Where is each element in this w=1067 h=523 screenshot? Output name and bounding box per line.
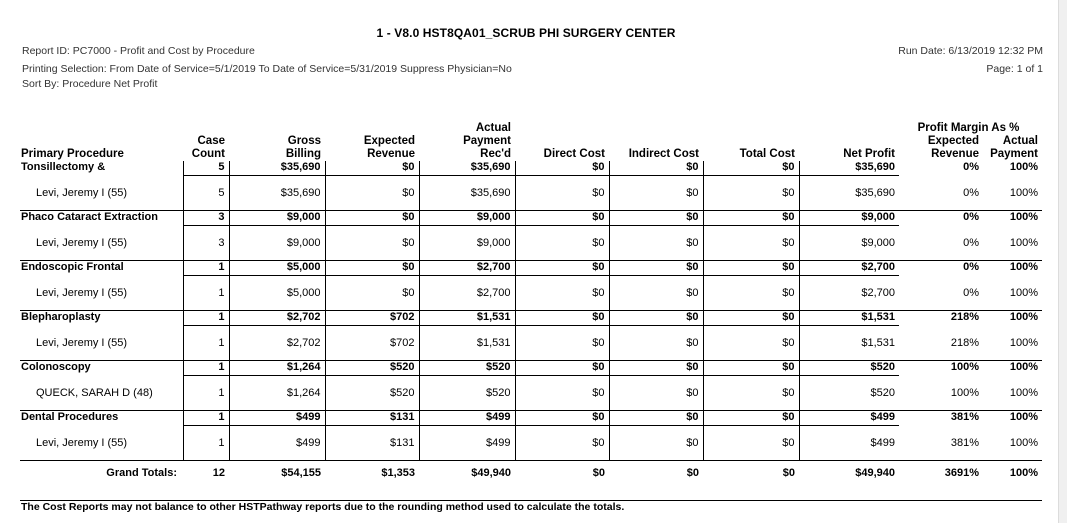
cell-net-profit: $35,690 bbox=[799, 161, 899, 176]
cell-total-cost: $0 bbox=[703, 326, 799, 361]
cell-pm-actual: 100% bbox=[1009, 311, 1038, 323]
cell-actual-payment: $9,000 bbox=[419, 226, 515, 261]
cell-total-cost: $0 bbox=[703, 176, 799, 211]
col-expected-revenue-line2: Revenue bbox=[367, 148, 415, 160]
cell-name: Levi, Jeremy I (55) bbox=[20, 276, 183, 311]
col-total-cost: Total Cost bbox=[739, 148, 795, 160]
cell-expected-revenue: $1,353 bbox=[381, 467, 415, 479]
procedure-row bbox=[20, 361, 1042, 376]
cell-net-profit: $1,531 bbox=[799, 311, 899, 326]
cell-pm-expected: 100% bbox=[950, 361, 979, 373]
cell-net-profit: $520 bbox=[799, 361, 899, 376]
cell-indirect-cost: $0 bbox=[609, 426, 703, 461]
cell-indirect-cost: $0 bbox=[609, 326, 703, 361]
cell-indirect-cost: $0 bbox=[609, 361, 703, 376]
cell-pm-expected: 381% bbox=[950, 411, 979, 423]
cell-case-count: 3 bbox=[183, 211, 229, 226]
cell-direct-cost: $0 bbox=[515, 226, 609, 261]
cell-actual-payment: $9,000 bbox=[419, 211, 515, 226]
cell-net-profit: $9,000 bbox=[799, 211, 899, 226]
cell-indirect-cost: $0 bbox=[609, 276, 703, 311]
cell-gross-billing: $9,000 bbox=[229, 226, 325, 261]
cell-pm-expected: 0% bbox=[963, 261, 979, 273]
cell-direct-cost: $0 bbox=[515, 361, 609, 376]
cell-pm-expected: 0% bbox=[963, 211, 979, 223]
cell-case-count: 1 bbox=[183, 376, 229, 411]
cell-pm-actual: 100% bbox=[983, 376, 1042, 411]
col-indirect-cost: Indirect Cost bbox=[628, 148, 699, 160]
cell-total-cost: $0 bbox=[782, 467, 795, 479]
cell-actual-payment: $2,700 bbox=[419, 261, 515, 276]
cell-gross-billing: $35,690 bbox=[229, 161, 325, 176]
profit-cost-table bbox=[20, 120, 1042, 485]
cell-name: Blepharoplasty bbox=[21, 311, 101, 323]
cell-pm-actual: 100% bbox=[983, 176, 1042, 211]
procedure-row bbox=[20, 211, 1042, 226]
cell-name: Phaco Cataract Extraction bbox=[21, 211, 158, 223]
cell-indirect-cost: $0 bbox=[609, 261, 703, 276]
cell-direct-cost: $0 bbox=[515, 376, 609, 411]
cell-total-cost: $0 bbox=[703, 426, 799, 461]
col-net-profit: Net Profit bbox=[843, 148, 895, 160]
cell-actual-payment: $2,700 bbox=[419, 276, 515, 311]
cell-indirect-cost: $0 bbox=[609, 226, 703, 261]
cell-total-cost: $0 bbox=[703, 411, 799, 426]
cell-pm-actual: 100% bbox=[1009, 211, 1038, 223]
cell-gross-billing: $499 bbox=[229, 426, 325, 461]
report-title: 1 - V8.0 HST8QA01_SCRUB PHI SURGERY CENTER bbox=[376, 26, 676, 40]
grand-totals-row bbox=[20, 461, 1042, 486]
cell-actual-payment: $499 bbox=[419, 411, 515, 426]
cell-name: Levi, Jeremy I (55) bbox=[20, 226, 183, 261]
physician-row bbox=[20, 226, 1042, 261]
cell-case-count: 5 bbox=[183, 176, 229, 211]
page-number: Page: 1 of 1 bbox=[986, 63, 1043, 75]
physician-row bbox=[20, 326, 1042, 361]
physician-row bbox=[20, 176, 1042, 211]
cell-name: QUECK, SARAH D (48) bbox=[20, 376, 183, 411]
cell-total-cost: $0 bbox=[703, 376, 799, 411]
cell-pm-expected: 218% bbox=[950, 311, 979, 323]
cell-expected-revenue: $131 bbox=[325, 411, 419, 426]
cell-gross-billing: $499 bbox=[229, 411, 325, 426]
procedure-row bbox=[20, 411, 1042, 426]
cell-net-profit: $49,940 bbox=[855, 467, 895, 479]
cell-expected-revenue: $0 bbox=[325, 276, 419, 311]
cell-case-count: 1 bbox=[183, 426, 229, 461]
col-actual-payment-line2: Payment bbox=[463, 135, 511, 147]
procedure-row bbox=[20, 161, 1042, 176]
cell-pm-actual: 100% bbox=[1009, 411, 1038, 423]
cell-direct-cost: $0 bbox=[515, 326, 609, 361]
cell-net-profit: $2,700 bbox=[799, 276, 899, 311]
cell-case-count: 12 bbox=[212, 467, 225, 479]
physician-row bbox=[20, 376, 1042, 411]
cell-direct-cost: $0 bbox=[515, 176, 609, 211]
procedure-row bbox=[20, 261, 1042, 276]
cell-direct-cost: $0 bbox=[515, 161, 609, 176]
cell-name: Levi, Jeremy I (55) bbox=[20, 176, 183, 211]
cell-pm-expected: 0% bbox=[899, 276, 983, 311]
cell-gross-billing: $1,264 bbox=[229, 361, 325, 376]
cell-direct-cost: $0 bbox=[592, 467, 605, 479]
cell-gross-billing: $9,000 bbox=[229, 211, 325, 226]
cell-total-cost: $0 bbox=[703, 361, 799, 376]
cell-indirect-cost: $0 bbox=[609, 176, 703, 211]
cell-gross-billing: $1,264 bbox=[229, 376, 325, 411]
cell-direct-cost: $0 bbox=[515, 411, 609, 426]
cell-expected-revenue: $0 bbox=[325, 261, 419, 276]
cell-case-count: 1 bbox=[183, 411, 229, 426]
cell-expected-revenue: $0 bbox=[325, 226, 419, 261]
physician-row bbox=[20, 276, 1042, 311]
cell-actual-payment: $49,940 bbox=[471, 467, 511, 479]
col-expected-revenue-line1: Expected bbox=[363, 135, 415, 147]
profit-margin-group-header: Profit Margin As % bbox=[917, 122, 1020, 134]
cell-case-count: 1 bbox=[183, 361, 229, 376]
cell-pm-expected: 0% bbox=[899, 176, 983, 211]
cell-expected-revenue: $702 bbox=[325, 326, 419, 361]
cell-pm-expected: 0% bbox=[899, 226, 983, 261]
cell-name: Colonoscopy bbox=[21, 361, 91, 373]
col-case-count-line2: Count bbox=[191, 148, 225, 160]
cell-pm-expected: 100% bbox=[899, 376, 983, 411]
cell-total-cost: $0 bbox=[703, 261, 799, 276]
cell-total-cost: $0 bbox=[703, 161, 799, 176]
cell-indirect-cost: $0 bbox=[609, 411, 703, 426]
cell-expected-revenue: $702 bbox=[325, 311, 419, 326]
grand-totals-label: Grand Totals: bbox=[106, 467, 177, 479]
cell-direct-cost: $0 bbox=[515, 426, 609, 461]
col-case-count-line1: Case bbox=[197, 135, 225, 147]
cell-gross-billing: $5,000 bbox=[229, 276, 325, 311]
cell-total-cost: $0 bbox=[703, 276, 799, 311]
cell-case-count: 1 bbox=[183, 311, 229, 326]
cell-name: Tonsillectomy & bbox=[21, 161, 106, 173]
cell-expected-revenue: $520 bbox=[325, 376, 419, 411]
cell-pm-expected: 3691% bbox=[944, 467, 979, 479]
report-id: Report ID: PC7000 - Profit and Cost by Procedure bbox=[22, 45, 255, 57]
cell-name: Levi, Jeremy I (55) bbox=[20, 426, 183, 461]
col-pm-expected-line1: Expected bbox=[927, 135, 979, 147]
cell-gross-billing: $2,702 bbox=[229, 326, 325, 361]
cell-expected-revenue: $0 bbox=[325, 211, 419, 226]
cell-pm-actual: 100% bbox=[983, 226, 1042, 261]
cell-pm-expected: 381% bbox=[899, 426, 983, 461]
cell-gross-billing: $54,155 bbox=[281, 467, 321, 479]
physician-row bbox=[20, 426, 1042, 461]
cell-expected-revenue: $131 bbox=[325, 426, 419, 461]
cell-expected-revenue: $520 bbox=[325, 361, 419, 376]
cell-actual-payment: $35,690 bbox=[419, 161, 515, 176]
cell-pm-actual: 100% bbox=[1009, 361, 1038, 373]
vertical-scrollbar[interactable] bbox=[1058, 0, 1067, 523]
cell-indirect-cost: $0 bbox=[609, 376, 703, 411]
cell-pm-actual: 100% bbox=[983, 426, 1042, 461]
col-actual-payment-line1: Actual bbox=[475, 122, 511, 134]
procedure-row bbox=[20, 311, 1042, 326]
col-pm-actual-line1: Actual bbox=[1002, 135, 1038, 147]
cell-pm-expected: 0% bbox=[963, 161, 979, 173]
cell-case-count: 1 bbox=[183, 276, 229, 311]
cell-name: Levi, Jeremy I (55) bbox=[20, 326, 183, 361]
cell-gross-billing: $2,702 bbox=[229, 311, 325, 326]
cell-total-cost: $0 bbox=[703, 211, 799, 226]
cell-pm-actual: 100% bbox=[1009, 261, 1038, 273]
cell-net-profit: $499 bbox=[799, 426, 899, 461]
cell-direct-cost: $0 bbox=[515, 211, 609, 226]
footer-note: The Cost Reports may not balance to other HSTPathway reports due to the rounding method used to calculate the totals. bbox=[21, 501, 625, 513]
cell-expected-revenue: $0 bbox=[325, 161, 419, 176]
cell-direct-cost: $0 bbox=[515, 311, 609, 326]
cell-net-profit: $499 bbox=[799, 411, 899, 426]
cell-actual-payment: $1,531 bbox=[419, 326, 515, 361]
col-gross-billing-line1: Gross bbox=[287, 135, 321, 147]
cell-name: Endoscopic Frontal bbox=[21, 261, 124, 273]
cell-net-profit: $2,700 bbox=[799, 261, 899, 276]
printing-selection: Printing Selection: From Date of Service=5/1/2019 To Date of Service=5/31/2019 Suppress Physician=No bbox=[22, 63, 512, 75]
cell-indirect-cost: $0 bbox=[686, 467, 699, 479]
cell-expected-revenue: $0 bbox=[325, 176, 419, 211]
cell-pm-expected: 218% bbox=[899, 326, 983, 361]
run-date: Run Date: 6/13/2019 12:32 PM bbox=[898, 45, 1043, 57]
cell-actual-payment: $1,531 bbox=[419, 311, 515, 326]
cell-pm-actual: 100% bbox=[983, 276, 1042, 311]
cell-name: Dental Procedures bbox=[21, 411, 119, 423]
cell-net-profit: $35,690 bbox=[799, 176, 899, 211]
cell-direct-cost: $0 bbox=[515, 261, 609, 276]
cell-indirect-cost: $0 bbox=[609, 311, 703, 326]
cell-case-count: 1 bbox=[183, 261, 229, 276]
cell-indirect-cost: $0 bbox=[609, 161, 703, 176]
cell-direct-cost: $0 bbox=[515, 276, 609, 311]
cell-gross-billing: $5,000 bbox=[229, 261, 325, 276]
cell-pm-actual: 100% bbox=[1009, 161, 1038, 173]
cell-gross-billing: $35,690 bbox=[229, 176, 325, 211]
cell-case-count: 3 bbox=[183, 226, 229, 261]
cell-actual-payment: $499 bbox=[419, 426, 515, 461]
col-pm-actual-line2: Payment bbox=[990, 148, 1038, 160]
col-pm-expected-line2: Revenue bbox=[931, 148, 979, 160]
cell-case-count: 5 bbox=[183, 161, 229, 176]
cell-actual-payment: $35,690 bbox=[419, 176, 515, 211]
cell-net-profit: $9,000 bbox=[799, 226, 899, 261]
report-body bbox=[20, 161, 1042, 461]
cell-total-cost: $0 bbox=[703, 226, 799, 261]
cell-total-cost: $0 bbox=[703, 311, 799, 326]
cell-net-profit: $520 bbox=[799, 376, 899, 411]
cell-indirect-cost: $0 bbox=[609, 211, 703, 226]
col-actual-payment-line3: Rec'd bbox=[480, 148, 511, 160]
cell-actual-payment: $520 bbox=[419, 376, 515, 411]
cell-actual-payment: $520 bbox=[419, 361, 515, 376]
sort-by: Sort By: Procedure Net Profit bbox=[22, 78, 158, 90]
cell-net-profit: $1,531 bbox=[799, 326, 899, 361]
cell-pm-actual: 100% bbox=[983, 326, 1042, 361]
col-primary-procedure: Primary Procedure bbox=[21, 148, 124, 160]
col-gross-billing-line2: Billing bbox=[285, 148, 321, 160]
col-direct-cost: Direct Cost bbox=[543, 148, 605, 160]
cell-pm-actual: 100% bbox=[1009, 467, 1038, 479]
cell-case-count: 1 bbox=[183, 326, 229, 361]
